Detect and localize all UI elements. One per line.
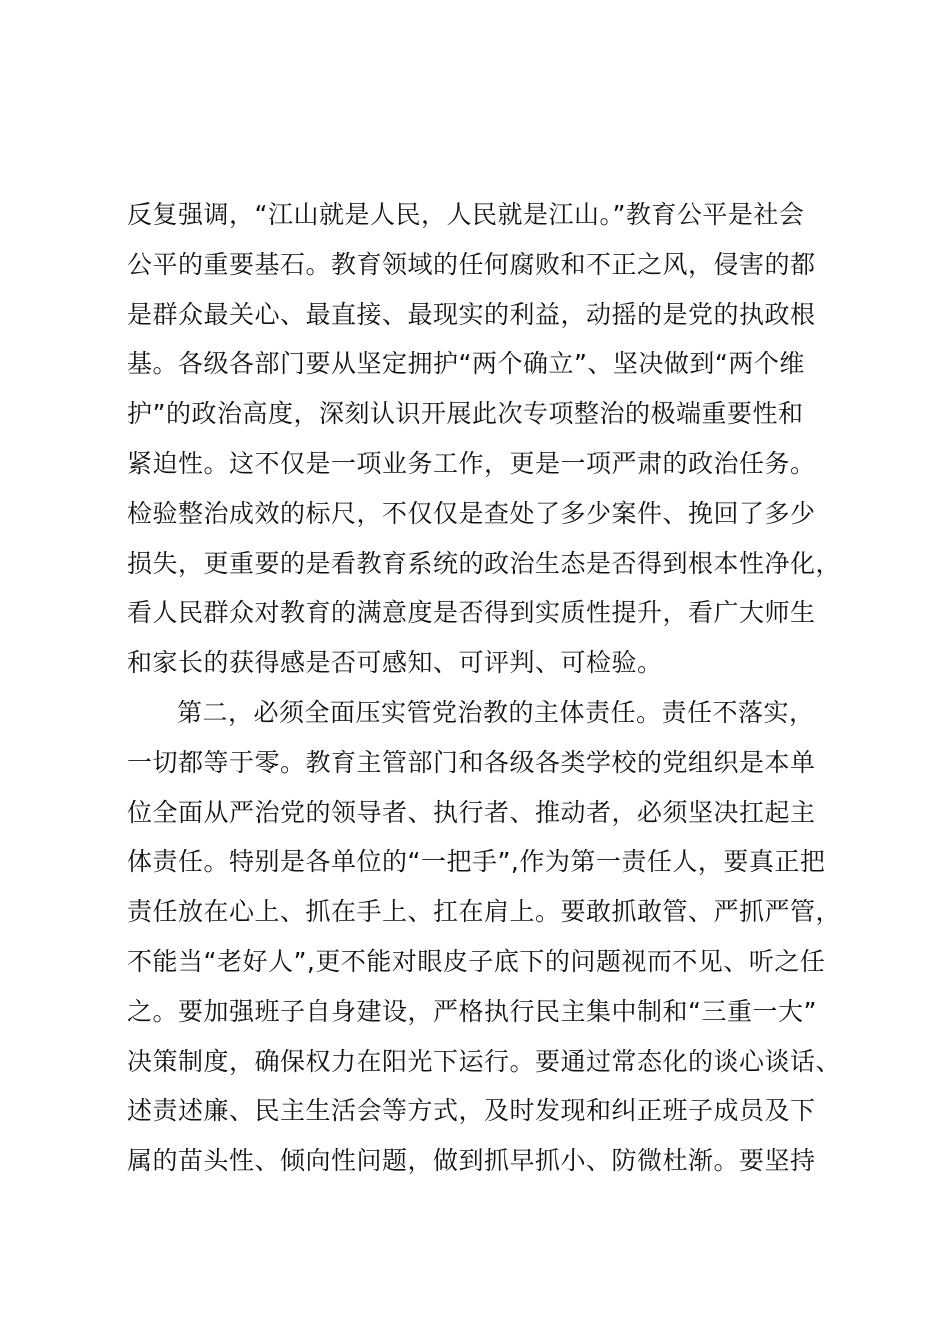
text-line: 和家长的获得感是否可感知、可评判、可检验。 bbox=[127, 648, 663, 678]
text-line: 决策制度，确保权力在阳光下运行。要通过常态化的谈心谈话、 bbox=[127, 1046, 842, 1076]
text-line: 责任放在心上、抓在手上、扛在肩上。要敢抓敢管、严抓严管， bbox=[127, 897, 842, 927]
text-line: 紧迫性。这不仅是一项业务工作，更是一项严肃的政治任务。 bbox=[127, 448, 816, 478]
text-line: 体责任。特别是各单位的“一把手”,作为第一责任人，要真正把 bbox=[127, 847, 826, 877]
document-body bbox=[127, 190, 847, 1186]
text-line: 位全面从严治党的领导者、执行者、推动者，必须坚决扛起主 bbox=[127, 797, 816, 827]
text-line: 检验整治成效的标尺，不仅仅是查处了多少案件、挽回了多少 bbox=[127, 498, 816, 528]
text-line: 看人民群众对教育的满意度是否得到实质性提升，看广大师生 bbox=[127, 598, 816, 628]
paragraph-1 bbox=[127, 190, 847, 688]
text-line: 属的苗头性、倾向性问题，做到抓早抓小、防微杜渐。要坚持 bbox=[127, 1146, 816, 1176]
text-line: 公平的重要基石。教育领域的任何腐败和不正之风，侵害的都 bbox=[127, 249, 816, 279]
text-line: 是群众最关心、最直接、最现实的利益，动摇的是党的执政根 bbox=[127, 299, 816, 329]
text-line: 第二，必须全面压实管党治教的主体责任。责任不落实， bbox=[177, 697, 815, 727]
text-line: 一切都等于零。教育主管部门和各级各类学校的党组织是本单 bbox=[127, 747, 816, 777]
text-line: 述责述廉、民主生活会等方式，及时发现和纠正班子成员及下 bbox=[127, 1096, 816, 1126]
text-line: 基。各级各部门要从坚定拥护“两个确立”、坚决做到“两个维 bbox=[127, 349, 805, 379]
text-line: 损失，更重要的是看教育系统的政治生态是否得到根本性净化， bbox=[127, 548, 842, 578]
text-line: 护”的政治高度，深刻认识开展此次专项整治的极端重要性和 bbox=[127, 399, 804, 429]
text-line: 之。要加强班子自身建设，严格执行民主集中制和“三重一大” bbox=[127, 996, 817, 1026]
text-line: 不能当“老好人”,更不能对眼皮子底下的问题视而不见、听之任 bbox=[127, 946, 826, 976]
text-line: 反复强调，“江山就是人民，人民就是江山。”教育公平是社会 bbox=[127, 200, 805, 229]
paragraph-2 bbox=[127, 688, 847, 1186]
